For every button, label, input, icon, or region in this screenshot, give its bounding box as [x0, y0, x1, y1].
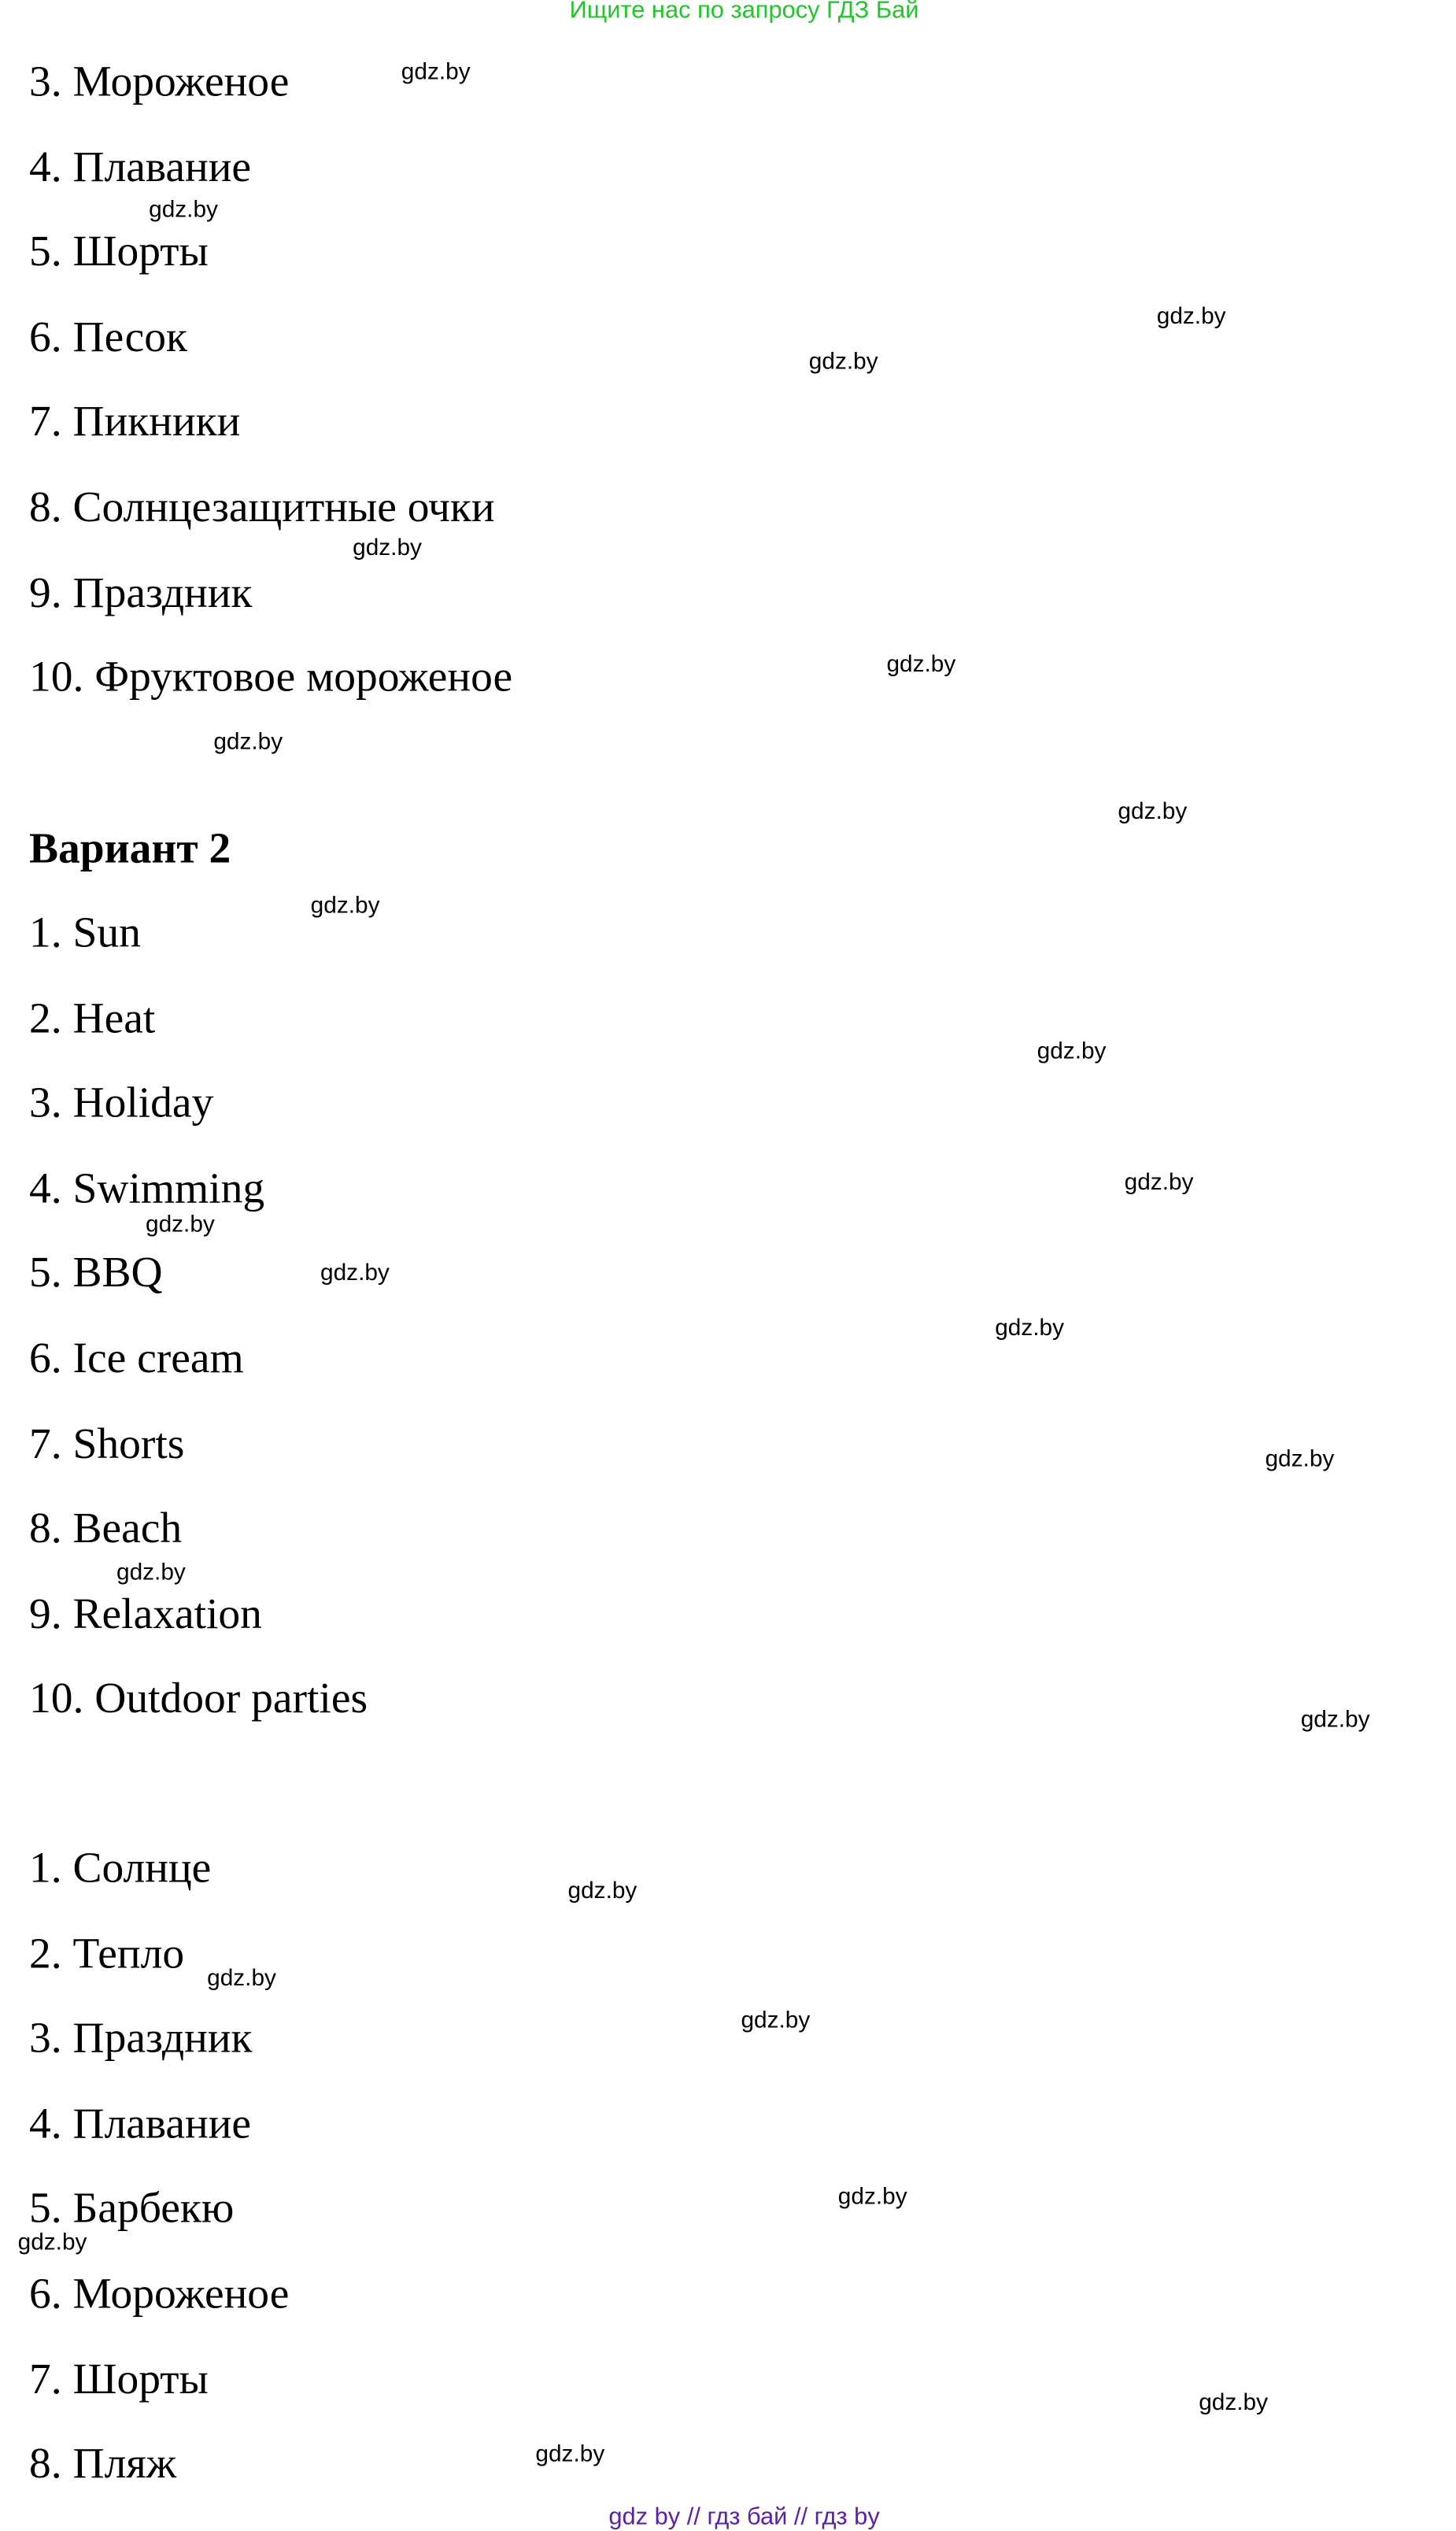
- list-item: 3. Мороженое: [29, 56, 290, 105]
- list-item: 1. Солнце: [29, 1843, 212, 1892]
- list-item: 10. Outdoor parties: [29, 1674, 368, 1722]
- watermark-text: gdz.by: [149, 197, 218, 224]
- list-item: 3. Праздник: [29, 2013, 253, 2063]
- list-item: 7. Пикники: [29, 397, 241, 446]
- list-item: 5. Барбекю: [29, 2183, 235, 2233]
- list-item: 4. Swimming: [29, 1163, 265, 1212]
- watermark-text: gdz.by: [741, 2007, 811, 2034]
- watermark-text: gdz.by: [1199, 2390, 1269, 2417]
- list-item: 4. Плавание: [29, 2098, 252, 2148]
- watermark-text: gdz.by: [207, 1966, 276, 1993]
- watermark-text: gdz.by: [995, 1315, 1065, 1342]
- list-item: 5. Шорты: [29, 227, 209, 276]
- list-item: 5. BBQ: [29, 1248, 163, 1297]
- list-item: 9. Праздник: [29, 567, 253, 616]
- list-item: 4. Плавание: [29, 142, 252, 191]
- watermark-text: gdz.by: [1156, 304, 1226, 331]
- watermark-text: gdz.by: [310, 893, 380, 920]
- list-item: 7. Shorts: [29, 1418, 185, 1467]
- watermark-text: gdz.by: [353, 535, 422, 562]
- watermark-text: gdz.by: [886, 652, 956, 679]
- watermark-text: gdz.by: [1118, 799, 1188, 826]
- list-item: 8. Пляж: [29, 2439, 177, 2488]
- watermark-text: gdz.by: [535, 2441, 605, 2468]
- watermark-text: gdz.by: [146, 1212, 215, 1238]
- watermark-text: gdz.by: [1300, 1707, 1370, 1734]
- watermark-text: gdz.by: [116, 1560, 186, 1586]
- list-item: 8. Солнцезащитные очки: [29, 482, 495, 531]
- watermark-text: gdz.by: [567, 1878, 637, 1905]
- list-item: 2. Heat: [29, 993, 156, 1042]
- list-item: 9. Relaxation: [29, 1589, 262, 1637]
- footer-links[interactable]: gdz by // гдз бай // гдз by: [608, 2503, 880, 2531]
- section-heading: Вариант 2: [29, 823, 231, 872]
- list-item: 6. Ice cream: [29, 1333, 244, 1382]
- list-item: 10. Фруктовое мороженое: [29, 652, 513, 701]
- list-item: 6. Мороженое: [29, 2268, 290, 2318]
- list-item: 1. Sun: [29, 908, 141, 957]
- watermark-text: gdz.by: [808, 350, 878, 376]
- watermark-text: gdz.by: [320, 1260, 390, 1287]
- list-item: 2. Тепло: [29, 1928, 185, 1978]
- watermark-text: gdz.by: [401, 60, 471, 86]
- watermark-text: gdz.by: [213, 730, 283, 756]
- watermark-text: gdz.by: [1037, 1038, 1107, 1065]
- watermark-text: gdz.by: [1265, 1446, 1335, 1473]
- list-item: 8. Beach: [29, 1504, 183, 1552]
- watermark-text: gdz.by: [17, 2229, 87, 2256]
- list-item: 7. Шорты: [29, 2354, 209, 2403]
- watermark-text: gdz.by: [837, 2185, 907, 2211]
- list-item: 6. Песок: [29, 312, 187, 361]
- list-item: 3. Holiday: [29, 1078, 214, 1127]
- watermark-text: gdz.by: [1124, 1170, 1194, 1197]
- header-banner[interactable]: Ищите нас по запросу ГДЗ Бай: [569, 0, 919, 24]
